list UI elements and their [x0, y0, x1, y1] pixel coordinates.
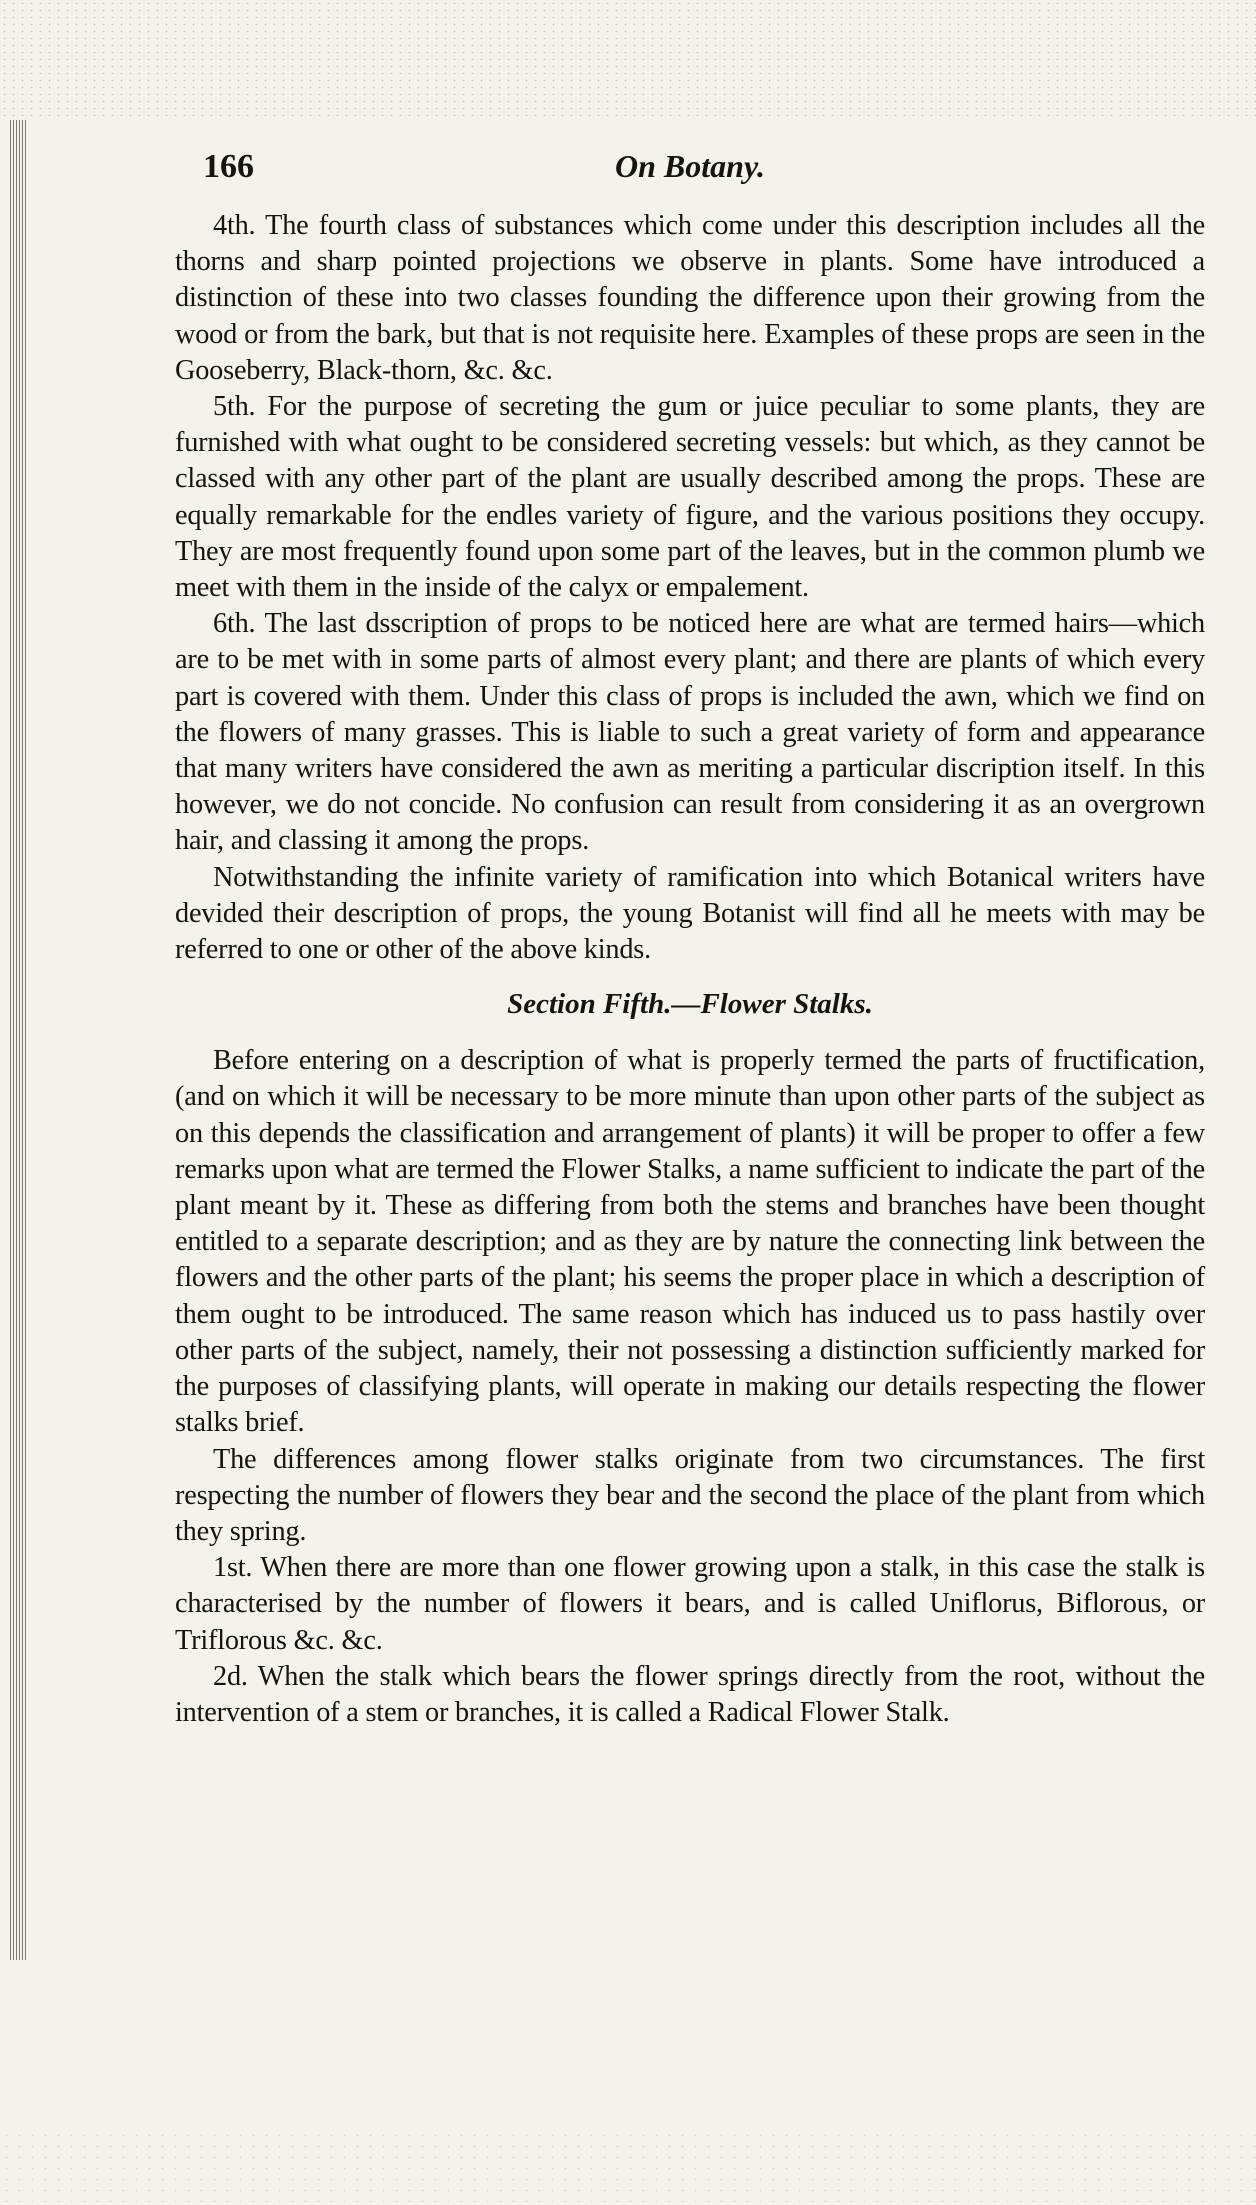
book-spine-edge — [10, 120, 26, 1960]
book-page — [175, 148, 1205, 1731]
paragraph-secreting-vessels: 5th. For the purpose of secreting the gum or juice peculiar to some plants, they are furnished with what ought to be considered secreting vessels: but which, as they cannot be classed with any other part of the plant are usually described among the props. These are equally remarkable for the endles variety of figure, and the various positions they occupy. They are most frequently found upon some part of the leaves, but in the common plumb we meet with them in the inside of the calyx or empalement. — [175, 391, 1205, 604]
scan-noise-bottom — [0, 2130, 1256, 2205]
paragraph-second-kind: 2d. When the stalk which bears the flower springs directly from the root, without the intervention of a stem or branches, it is called a Radical Flower Stalk. — [175, 1660, 1205, 1728]
paragraph-summary: Notwithstanding the infinite variety of ramification into which Botanical writers have devided their description of props, the young Botanist will find all he meets with may be referred to one or other of the above kinds. — [175, 861, 1205, 966]
page-number: 166 — [203, 148, 254, 185]
scan-noise-top — [0, 0, 1256, 120]
paragraph-thorns: 4th. The fourth class of substances which come under this description includes all the thorns and sharp pointed projections we observe in plants. Some have introduced a distinction of these into two classes founding the difference upon their growing from the wood or from the bark, but that is not requisite here. Examples of these props are seen in the Gooseberry, Black-thorn, &c. &c. — [175, 210, 1205, 386]
paragraph-hairs: 6th. The last dsscription of props to be noticed here are what are termed hairs—which are to be met with in some parts of almost every plant; and there are plants of which every part is covered with them. Under this class of props is included the awn, which we find on the flowers of many grasses. This is liable to such a great variety of form and appearance that many writers have considered the awn as meriting a particular discription itself. In this however, we do not concide. No confusion can result from considering it as an overgrown hair, and classing it among the props. — [175, 608, 1205, 857]
paragraph-differences: The differences among flower stalks originate from two circumstances. The first respecting the number of flowers they bear and the second the place of the plant from which they spring. — [175, 1443, 1205, 1547]
section-heading: Section Fifth.—Flower Stalks. — [507, 988, 873, 1021]
paragraph-flower-stalks-intro: Before entering on a description of what is properly termed the parts of fructification, (and on which it will be necessary to be more minute than upon other parts of the subject as on this depends the classification and arrangement of plants) it will be proper to offer a few remarks upon what are termed the Flower Stalks, a name sufficient to indicate the part of the plant meant by it. These as differing from both the stems and branches have been thought entitled to a separate description; and as they are by nature the connecting link between the flowers and the other parts of the plant; his seems the proper place in which a description of them ought to be introduced. The same reason which has induced us to pass hastily over other parts of the subject, namely, their not possessing a distinction sufficiently marked for the purposes of classifying plants, will operate in making our details respecting the flower stalks brief. — [175, 1045, 1205, 1439]
page-header — [175, 148, 1205, 198]
paragraph-first-kind: 1st. When there are more than one flower growing upon a stalk, in this case the stalk is characterised by the number of flowers it bears, and is called Uniflorus, Biflorous, or Triflorous &c. &c. — [175, 1552, 1205, 1656]
running-title: On Botany. — [615, 148, 765, 184]
